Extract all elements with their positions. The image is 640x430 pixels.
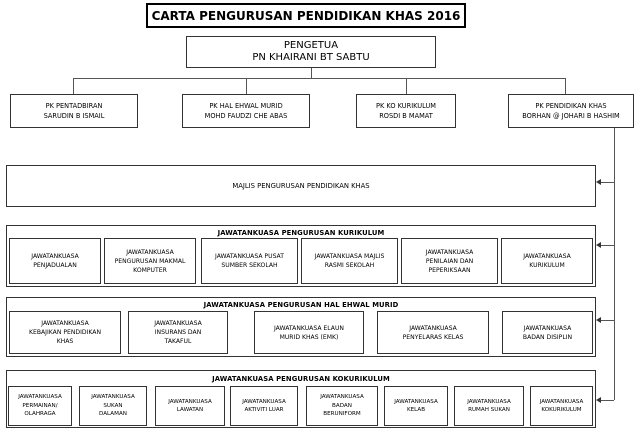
connector-pkkhas-vertical	[614, 128, 615, 400]
committee-penjadualan	[9, 238, 101, 284]
committee-line: PERMAINAN/	[22, 402, 58, 409]
committee-line: BADAN DISIPLIN	[522, 333, 573, 341]
connector-pk1	[73, 78, 74, 94]
committee-kelab	[384, 386, 448, 426]
committee-line: JAWATANKUASA	[242, 398, 286, 405]
committee-insurans	[128, 311, 228, 354]
committee-line: PEPERIKSAAN	[428, 266, 471, 274]
committee-line: KHAS	[56, 338, 74, 345]
committee-line: PENILAIAN DAN	[425, 257, 474, 265]
committee-line: OLAHRAGA	[24, 411, 56, 418]
kurikulum-title: JAWATANKUASA PENGURUSAN KURIKULUM	[217, 229, 385, 237]
connector-pk-horizontal	[73, 78, 566, 79]
committee-penilaian	[401, 238, 498, 284]
committee-kokurikulum	[530, 386, 593, 426]
committee-line: JAWATANKUASA	[320, 394, 364, 401]
connector-pk2	[246, 78, 247, 94]
committee-rumah-sukan	[454, 386, 524, 426]
pk-name: SARUDIN B ISMAIL	[43, 112, 105, 120]
pk-hem-box	[182, 94, 310, 128]
arrow-majlis-icon	[596, 179, 601, 185]
committee-badan-disiplin	[502, 311, 593, 354]
pk-role: PK KO KURIKULUM	[376, 102, 436, 110]
pk-name: BORHAN @ JOHARI B HASHIM	[522, 112, 620, 120]
committee-line: KEBAJIKAN PENDIDIKAN	[28, 329, 102, 336]
connector-pk4	[565, 78, 566, 94]
committee-line: TAKAFUL	[164, 338, 192, 345]
committee-line: JAWATANKUASA	[425, 248, 474, 256]
majlis-box	[6, 165, 596, 207]
committee-line: JAWATANKUASA	[168, 398, 212, 405]
committee-line: JAWATANKUASA	[409, 324, 457, 332]
connector-to-kokurikulum	[601, 400, 614, 401]
committee-aktiviti-luar	[230, 386, 298, 426]
committee-line: SUKAN	[103, 402, 123, 409]
committee-line: JAWATANKUASA	[523, 253, 571, 260]
committee-line: JAWATANKUASA	[523, 324, 572, 332]
committee-line: JAWATANKUASA	[18, 394, 62, 401]
committee-line: JAWATANKUASA	[467, 398, 511, 405]
committee-badan-beruniform	[306, 386, 378, 426]
arrow-kokurikulum-icon	[596, 397, 601, 403]
committee-lawatan	[155, 386, 225, 426]
majlis-label: MAJLIS PENGURUSAN PENDIDIKAN KHAS	[232, 182, 370, 190]
committee-line: RUMAH SUKAN	[468, 407, 510, 413]
connector-to-hem	[601, 320, 614, 321]
committee-penyelaras-kelas	[377, 311, 489, 354]
committee-line: AKTIVITI LUAR	[244, 407, 284, 413]
hem-title: JAWATANKUASA PENGURUSAN HAL EHWAL MURID	[203, 301, 399, 309]
principal-role: PENGETUA	[283, 40, 339, 51]
committee-line: KOKURIKULUM	[541, 407, 582, 413]
principal-box	[186, 36, 436, 68]
pk-name: MOHD FAUDZI CHE ABAS	[204, 112, 288, 120]
committee-line: KELAB	[406, 407, 426, 413]
pk-pendidikan-khas-box	[508, 94, 634, 128]
chart-title	[146, 3, 466, 28]
committee-line: JAWATANKUASA PUSAT	[215, 253, 284, 260]
committee-line: KOMPUTER	[133, 266, 167, 274]
committee-kurikulum	[501, 238, 593, 284]
committee-line: SUMBER SEKOLAH	[221, 262, 278, 269]
connector-pk3	[406, 78, 407, 94]
committee-line: PENJADUALAN	[33, 262, 77, 269]
committee-line: MURID KHAS (EMK)	[279, 333, 339, 341]
committee-majlis-rasmi	[301, 238, 398, 284]
committee-line: JAWATANKUASA MAJLIS	[314, 253, 385, 260]
committee-kebajikan	[9, 311, 121, 354]
principal-name: PN KHAIRANI BT SABTU	[252, 52, 370, 63]
committee-line: JAWATANKUASA	[394, 398, 438, 405]
kokurikulum-title: JAWATANKUASA PENGURUSAN KOKURIKULUM	[212, 375, 390, 383]
chart-title-text: CARTA PENGURUSAN PENDIDIKAN KHAS 2016	[151, 8, 461, 23]
pk-role: PK PENDIDIKAN KHAS	[535, 102, 607, 110]
committee-line: JAWATANKUASA	[31, 253, 79, 260]
committee-line: DALAMAN	[99, 411, 127, 418]
pk-name: ROSDI B MAMAT	[379, 112, 433, 120]
committee-line: JAWATANKUASA	[41, 320, 89, 327]
pk-kokurikulum-box	[356, 94, 456, 128]
committee-line: JAWATANKUASA	[539, 398, 584, 405]
committee-line: PENGURUSAN MAKMAL	[114, 257, 186, 265]
committee-line: JAWATANKUASA	[126, 248, 174, 256]
connector-to-kurikulum	[601, 245, 614, 246]
committee-permainan	[8, 386, 72, 426]
arrow-kurikulum-icon	[596, 242, 601, 248]
connector-principal-down	[311, 68, 312, 78]
committee-pusat-sumber	[201, 238, 298, 284]
committee-line: BADAN	[332, 402, 352, 409]
pk-role: PK PENTADBIRAN	[45, 102, 103, 110]
committee-line: BERUNIFORM	[323, 411, 361, 418]
pk-role: PK HAL EHWAL MURID	[209, 102, 283, 110]
committee-line: JAWATANKUASA	[154, 320, 202, 327]
committee-line: JAWATANKUASA	[91, 394, 135, 401]
committee-elaun-murid	[254, 311, 364, 354]
committee-line: KURIKULUM	[529, 262, 565, 269]
committee-line: JAWATANKUASA ELAUN	[273, 324, 344, 332]
committee-line: PENYELARAS KELAS	[402, 333, 464, 341]
committee-line: RASMI SEKOLAH	[324, 262, 375, 269]
arrow-hem-icon	[596, 317, 601, 323]
committee-makmal-komputer	[104, 238, 196, 284]
committee-line: LAWATAN	[176, 407, 204, 413]
committee-sukan-dalaman	[79, 386, 147, 426]
committee-line: INSURANS DAN	[154, 329, 202, 336]
connector-to-majlis	[601, 182, 614, 183]
pk-pentadbiran-box	[10, 94, 138, 128]
